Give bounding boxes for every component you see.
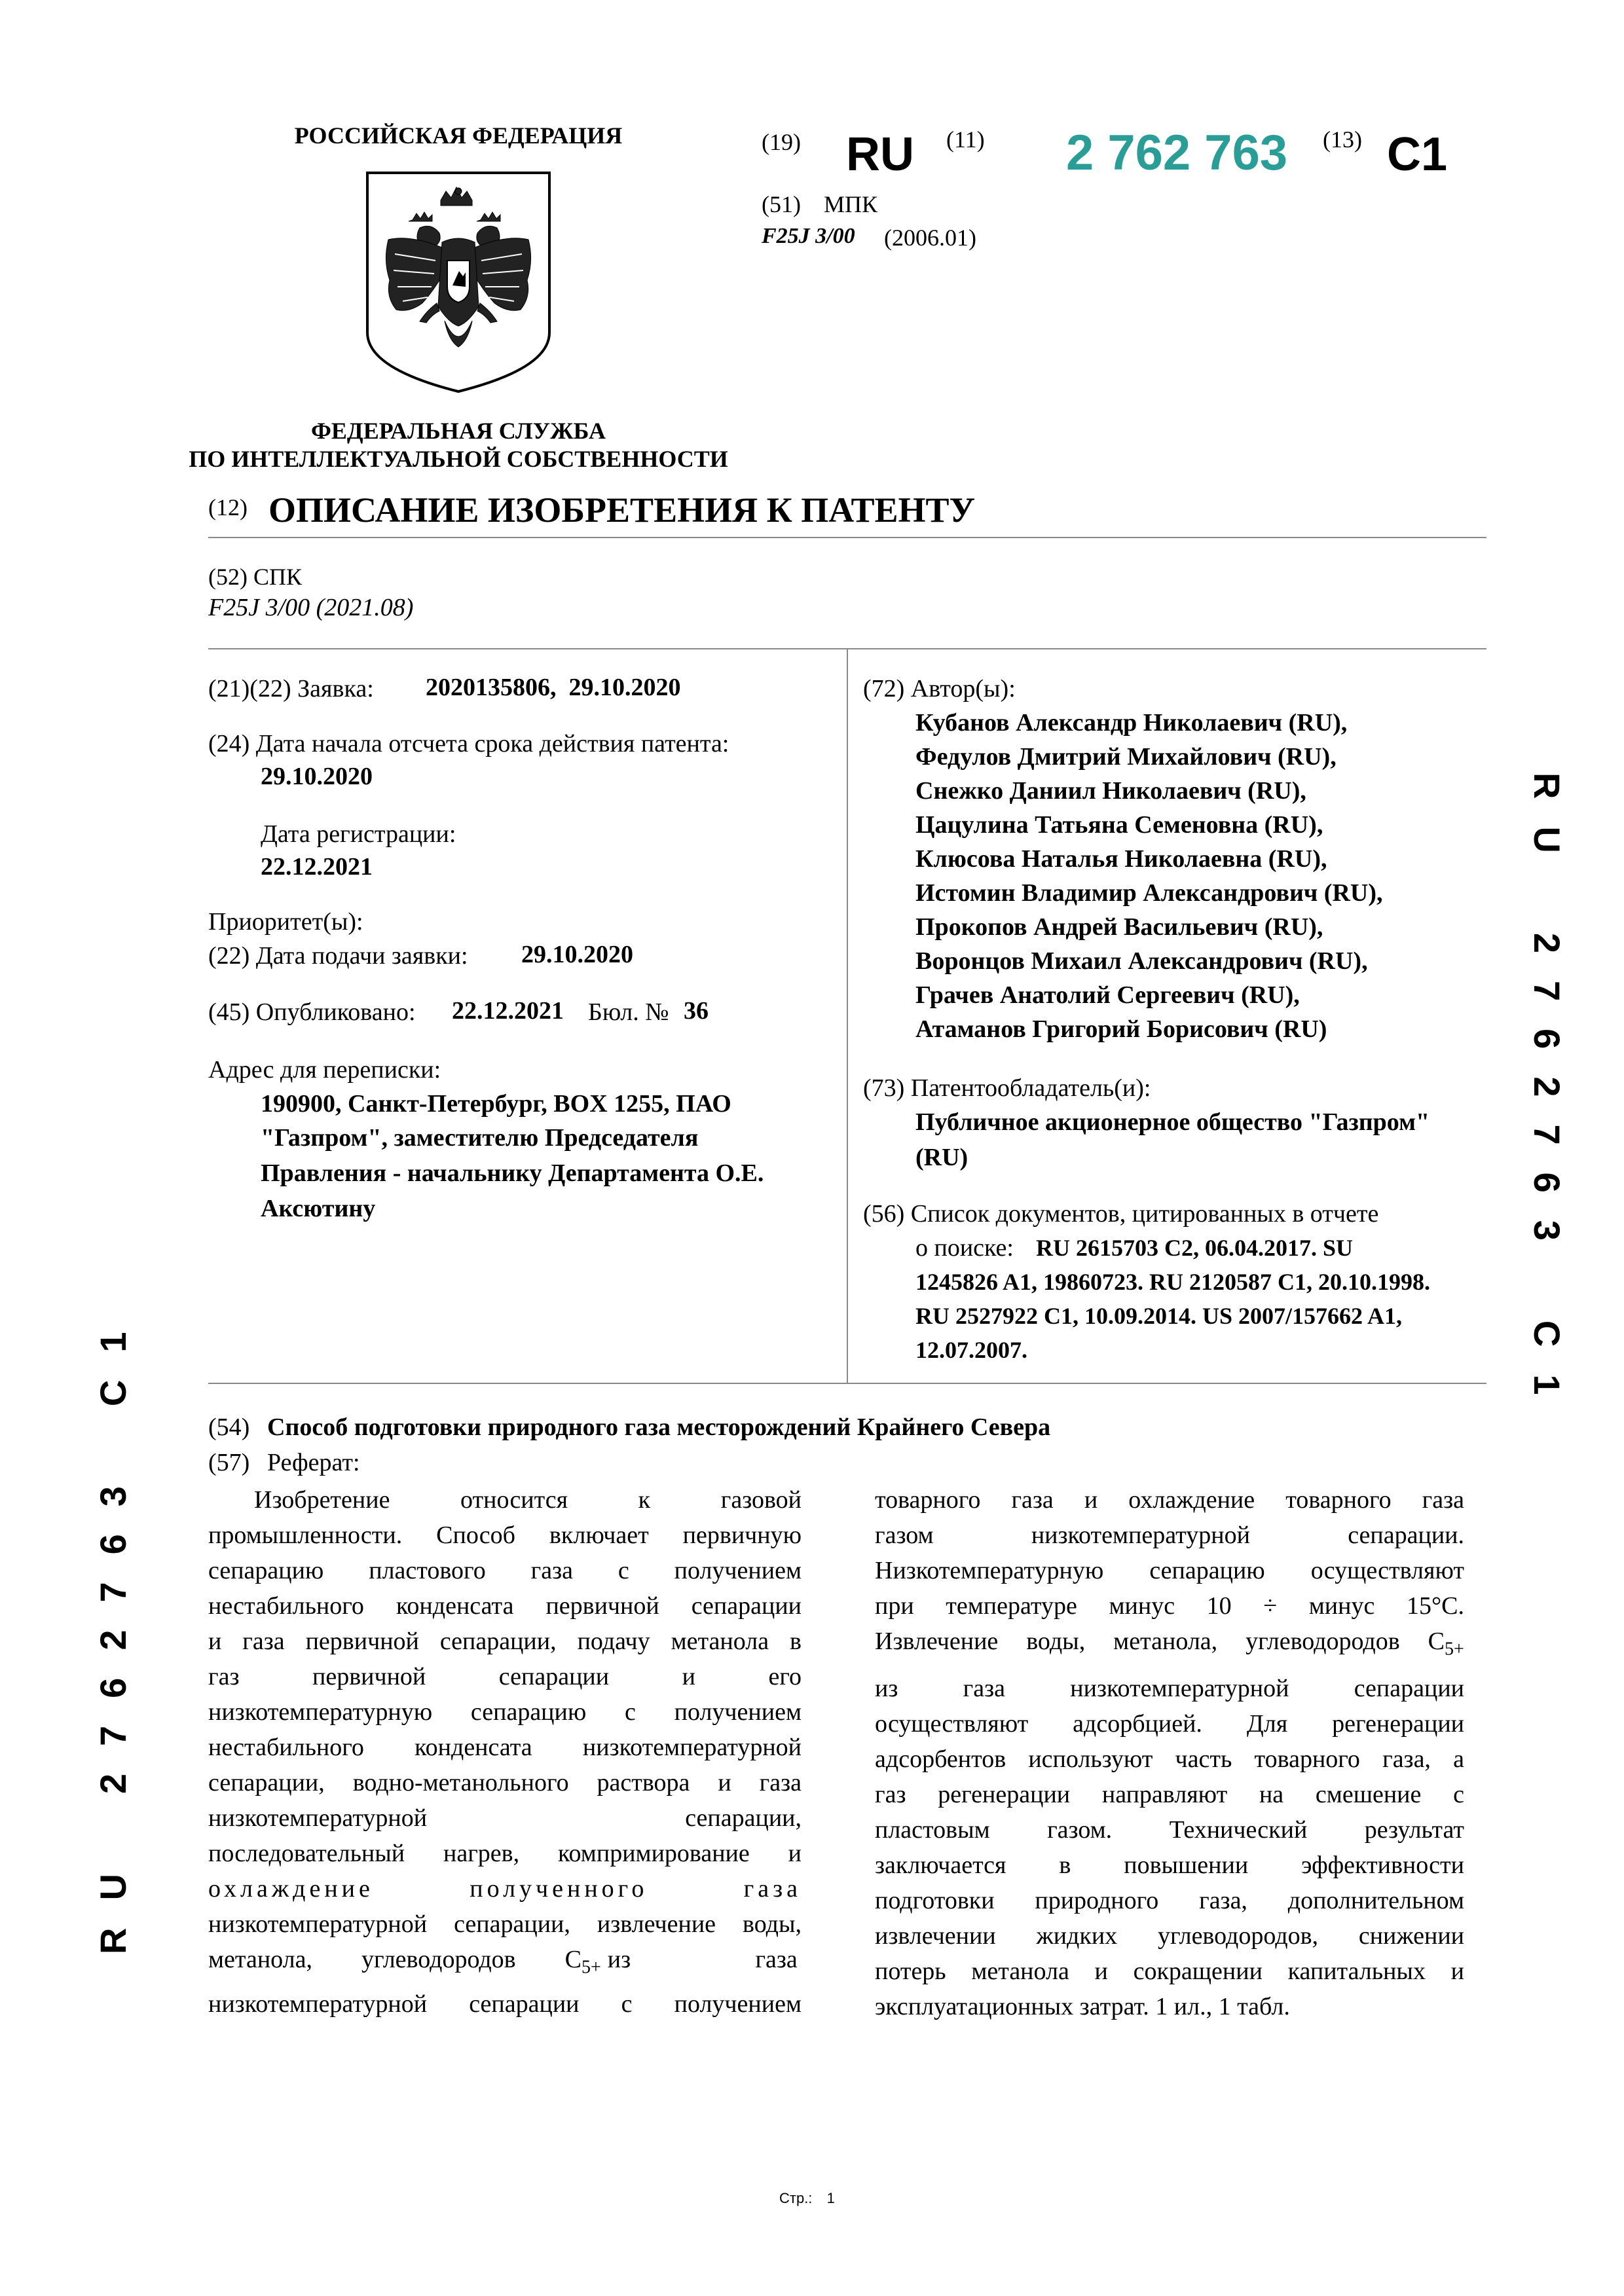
filing-date-label: (22) Дата подачи заявки: — [208, 942, 468, 970]
application-value: 2020135806, 29.10.2020 — [426, 674, 681, 701]
agency-name-line2: ПО ИНТЕЛЛЕКТУАЛЬНОЙ СОБСТВЕННОСТИ — [189, 446, 728, 472]
patent-number: 2 762 763 — [1066, 125, 1288, 181]
author-name: Цацулина Татьяна Семеновна (RU), — [915, 811, 1323, 839]
page-label: Стр.: — [779, 2190, 813, 2206]
term-start-label: (24) Дата начала отсчета срока действия патента: — [208, 730, 729, 757]
abstract-text-line: потерь метанола и сокращении капитальных и — [875, 1958, 1464, 1985]
published-label: (45) Опубликовано: — [208, 998, 416, 1026]
c5-subscript: 5+ — [1445, 1639, 1464, 1660]
side-code-number: 2762763 — [92, 1459, 134, 1795]
ipc-version: (2006.01) — [884, 225, 976, 251]
registration-value: 22.12.2021 — [261, 853, 373, 881]
abstract-text-line: низкотемпературной сепарации, извлечение воды, — [208, 1910, 802, 1938]
cited-documents-label: (56) Список документов, цитированных в отчете — [863, 1200, 1379, 1228]
cited-documents-ref: RU 2615703 C2, 06.04.2017. SU — [1036, 1235, 1354, 1261]
c5-subscript: 5+ — [581, 1957, 601, 1978]
abstract-text-line: охлаждение полученного газа — [208, 1875, 802, 1903]
address-line: 190900, Санкт-Петербург, BOX 1255, ПАО — [261, 1090, 731, 1118]
cpc-label: (52) СПК — [208, 564, 302, 590]
abstract-text-line: товарного газа и охлаждение товарного газа — [875, 1486, 1464, 1514]
rule-under-title — [208, 537, 1486, 538]
abstract-text-line: промышленности. Способ включает первичную — [208, 1522, 802, 1549]
ipc-class: F25J 3/00 — [762, 224, 855, 248]
side-code-right — [1516, 773, 1568, 1423]
document-title: ОПИСАНИЕ ИЗОБРЕТЕНИЯ К ПАТЕНТУ — [268, 490, 976, 530]
abstract-text-line — [875, 1624, 1464, 1669]
coat-of-arms-emblem — [363, 169, 553, 395]
abstract-text-fragment: из газа — [607, 1946, 798, 1973]
inid-code-13: (13) — [1323, 126, 1362, 153]
author-name: Кубанов Александр Николаевич (RU), — [915, 709, 1348, 737]
priority-label: Приоритет(ы): — [208, 908, 363, 936]
side-code-left — [92, 1300, 144, 1954]
abstract-text-line: газ регенерации направляют на смешение с — [875, 1781, 1464, 1808]
rule-under-biblio — [208, 1383, 1486, 1384]
page-number: 1 — [826, 2190, 835, 2206]
cited-documents-prefix: о поиске: — [915, 1234, 1014, 1262]
cited-documents-ref: 12.07.2007. — [915, 1337, 1027, 1363]
abstract-text-line: низкотемпературной сепарации с получением — [208, 1990, 802, 2018]
abstract-text-line: заключается в повышении эффективности — [875, 1851, 1464, 1879]
abstract-text-line: из газа низкотемпературной сепарации — [875, 1675, 1464, 1702]
abstract-text-line: последовательный нагрев, компримирование и — [208, 1840, 802, 1867]
abstract-text-line: нестабильного конденсата низкотемпературной — [208, 1734, 802, 1761]
author-name: Прокопов Андрей Васильевич (RU), — [915, 913, 1323, 941]
address-line: Аксютину — [261, 1195, 376, 1222]
abstract-text-line: извлечении жидких углеводородов, снижении — [875, 1922, 1464, 1950]
published-value: 22.12.2021 — [452, 997, 564, 1025]
abstract-text-line: при температуре минус 10 ÷ минус 15°C. — [875, 1592, 1464, 1620]
author-name: Атаманов Григорий Борисович (RU) — [915, 1015, 1327, 1043]
abstract-text-line: Низкотемпературную сепарацию осуществляют — [875, 1557, 1464, 1584]
filing-date-value: 29.10.2020 — [521, 941, 633, 968]
side-code-kind: C1 — [1526, 1320, 1568, 1423]
abstract-text-line: адсорбентов используют часть товарного газа, а — [875, 1745, 1464, 1773]
agency-name-line1: ФЕДЕРАЛЬНАЯ СЛУЖБА — [311, 418, 606, 444]
abstract-text-line: газом низкотемпературной сепарации. — [875, 1522, 1464, 1549]
invention-title: Способ подготовки природного газа месторождений Крайнего Севера — [267, 1413, 1051, 1441]
abstract-text-line: низкотемпературной сепарации, — [208, 1804, 802, 1832]
address-line: Правления - начальнику Департамента О.Е. — [261, 1159, 764, 1187]
abstract-text-line: сепарации, водно-метанольного раствора и газа — [208, 1769, 802, 1796]
country-name: РОССИЙСКАЯ ФЕДЕРАЦИЯ — [294, 122, 623, 149]
inid-code-11: (11) — [946, 126, 985, 153]
author-name: Федулов Дмитрий Михайлович (RU), — [915, 743, 1337, 771]
cited-documents-ref: RU 2527922 C1, 10.09.2014. US 2007/157662 A1, — [915, 1303, 1403, 1329]
abstract-text-line: эксплуатационных затрат. 1 ил., 1 табл. — [875, 1993, 1290, 2020]
bulletin-label: Бюл. № — [588, 998, 669, 1026]
abstract-text-line: Изобретение относится к газовой — [254, 1486, 802, 1514]
inid-code-54: (54) — [208, 1413, 250, 1441]
side-code-country: RU — [92, 1846, 134, 1954]
ipc-label: МПК — [824, 191, 878, 217]
patent-holder-label: (73) Патентообладатель(и): — [863, 1074, 1151, 1102]
abstract-text-fragment: метанола, углеводородов C — [208, 1946, 581, 1973]
abstract-text-line: и газа первичной сепарации, подачу метанола в — [208, 1628, 802, 1655]
abstract-text-line: нестабильного конденсата первичной сепарации — [208, 1592, 802, 1620]
side-code-country: RU — [1526, 773, 1568, 881]
authors-label: (72) Автор(ы): — [863, 675, 1016, 702]
patent-holder-line: (RU) — [915, 1144, 969, 1171]
author-name: Истомин Владимир Александрович (RU), — [915, 879, 1383, 907]
author-name: Воронцов Михаил Александрович (RU), — [915, 947, 1368, 975]
column-divider — [847, 648, 848, 1383]
author-name: Снежко Даниил Николаевич (RU), — [915, 777, 1306, 805]
abstract-text-line: пластовым газом. Технический результат — [875, 1816, 1464, 1844]
author-name: Грачев Анатолий Сергеевич (RU), — [915, 981, 1300, 1009]
abstract-text-line: низкотемпературную сепарацию с получением — [208, 1698, 802, 1726]
patent-holder-line: Публичное акционерное общество "Газпром" — [915, 1108, 1430, 1136]
registration-label: Дата регистрации: — [261, 820, 456, 848]
abstract-text-line — [208, 1942, 802, 1988]
country-code: RU — [846, 128, 914, 181]
page-indicator — [779, 2190, 835, 2207]
side-code-number: 2762763 — [1526, 932, 1568, 1268]
abstract-label: Реферат: — [267, 1449, 360, 1476]
application-label: (21)(22) Заявка: — [208, 675, 374, 702]
author-name: Клюсова Наталья Николаевна (RU), — [915, 845, 1327, 873]
kind-code: C1 — [1387, 128, 1448, 181]
cpc-class: F25J 3/00 (2021.08) — [208, 594, 414, 621]
address-label: Адрес для переписки: — [208, 1056, 441, 1084]
abstract-text-fragment: Извлечение воды, метанола, углеводородов C — [875, 1628, 1445, 1655]
address-line: "Газпром", заместителю Председателя — [261, 1124, 699, 1152]
inid-code-19: (19) — [762, 129, 801, 155]
bulletin-value: 36 — [684, 997, 709, 1025]
abstract-text-line: осуществляют адсорбцией. Для регенерации — [875, 1710, 1464, 1738]
abstract-text-line: подготовки природного газа, дополнительном — [875, 1887, 1464, 1914]
term-start-value: 29.10.2020 — [261, 763, 373, 790]
abstract-text-line: сепарацию пластового газа с получением — [208, 1557, 802, 1584]
inid-code-51: (51) — [762, 191, 801, 217]
side-code-kind: C1 — [92, 1304, 134, 1407]
abstract-text-line: газ первичной сепарации и его — [208, 1663, 802, 1690]
inid-code-12: (12) — [208, 494, 248, 520]
inid-code-57: (57) — [208, 1449, 250, 1476]
cited-documents-ref: 1245826 A1, 19860723. RU 2120587 C1, 20.10.1998. — [915, 1269, 1431, 1295]
